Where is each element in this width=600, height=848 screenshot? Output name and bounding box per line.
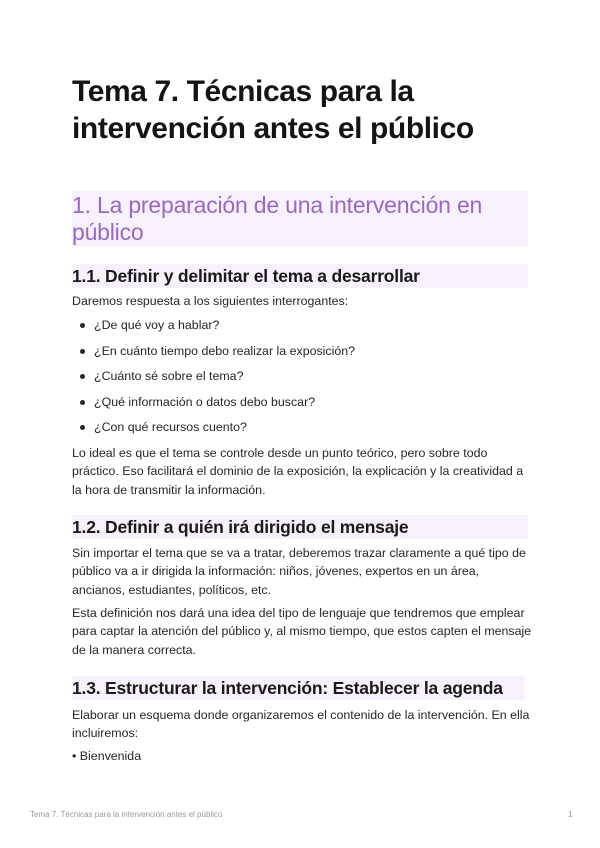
bullet-icon — [80, 400, 85, 405]
list-item-text: ¿De qué voy a hablar? — [94, 318, 220, 332]
subsection-1-1-heading: 1.1. Definir y delimitar el tema a desarrollar — [72, 266, 420, 286]
bullet-icon — [80, 374, 85, 379]
list-item-text: ¿En cuánto tiempo debo realizar la exposición? — [94, 343, 356, 358]
subsection-1-3-paragraph: Elaborar un esquema donde organizaremos el contenido de la intervención. En ella incluiremos: — [72, 708, 530, 741]
subsection-1-1-paragraph: Lo ideal es que el tema se controle desde un punto teórico, pero sobre todo práctico. Eso facilitará el dominio de la exposición, la explicación y la creatividad a la hora de transmitir la información. — [72, 446, 524, 497]
bullet-icon — [80, 349, 85, 354]
bullet-icon — [80, 425, 85, 430]
subsection-1-2-heading: 1.2. Definir a quién irá dirigido el mensaje — [72, 517, 409, 537]
footer-running-title: Tema 7. Técnicas para la intervención antes el público — [30, 810, 223, 819]
subsection-1-2-paragraph-2: Esta definición nos dará una idea del tipo de lenguaje que tendremos que emplear para captar la atención del público y, al mismo tiempo, que estos capten el mensaje de la manera correcta. — [72, 606, 532, 657]
bullet-icon — [80, 323, 85, 328]
list-item-text: ¿Con qué recursos cuento? — [94, 420, 247, 434]
list-item — [72, 418, 355, 444]
list-item — [72, 367, 355, 393]
list-item — [72, 342, 355, 368]
section-1-heading: 1. La preparación de una intervención en público — [72, 192, 483, 245]
list-item — [72, 393, 355, 419]
document-title: Tema 7. Técnicas para la intervención antes el público — [72, 75, 474, 145]
question-list — [72, 316, 355, 444]
subsection-1-2-paragraph-1: Sin importar el tema que se va a tratar, deberemos trazar claramente a qué tipo de público va a ir dirigida la información: niños, jóvenes, expertos en un área, ancianos, estudiantes, políticos, etc. — [72, 546, 526, 597]
subsection-1-3-heading: 1.3. Estructurar la intervención: Establecer la agenda — [72, 678, 503, 698]
footer-page-number: 1 — [568, 810, 573, 819]
list-item-text: ¿Qué información o datos debo buscar? — [94, 394, 316, 409]
subsection-1-1-intro: Daremos respuesta a los siguientes interrogantes: — [72, 294, 349, 308]
agenda-item-welcome: • Bienvenida — [72, 749, 142, 763]
list-item — [72, 316, 355, 342]
list-item-text: ¿Cuánto sé sobre el tema? — [94, 369, 244, 383]
